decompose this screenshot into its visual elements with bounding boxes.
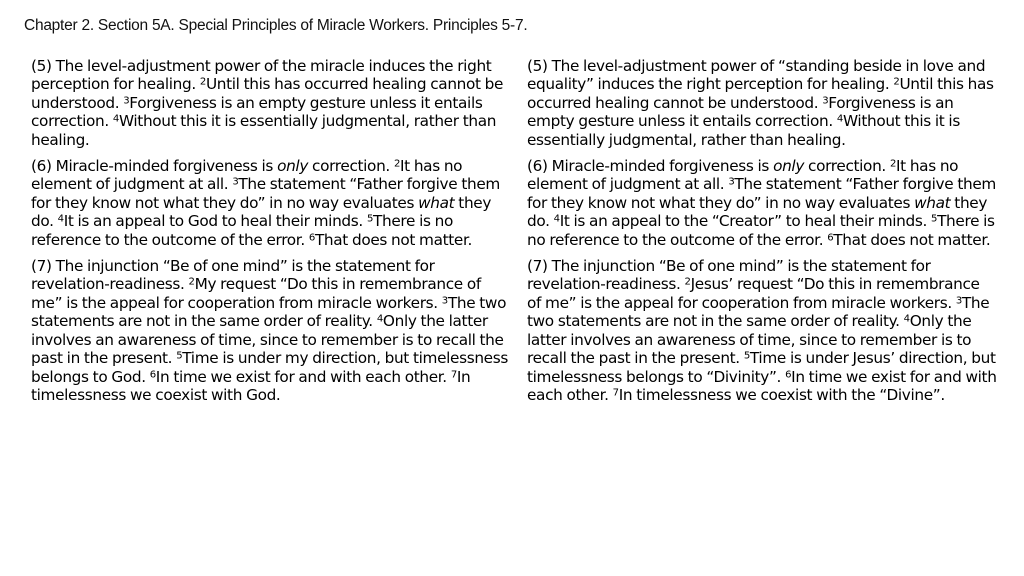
text-segment: The injunction “Be of one mind” is the statement for revelation-readiness. xyxy=(527,257,931,294)
text-segment: The statement “Father forgive them for they know not what they do” in no way evaluates xyxy=(31,175,500,212)
verse-number: 2 xyxy=(893,76,900,88)
verse-number: 4 xyxy=(112,113,119,125)
principle-number: (5) xyxy=(527,57,548,75)
emphasized-text: what xyxy=(418,193,455,212)
principle-paragraph xyxy=(31,257,509,404)
text-segment: There is no reference to the outcome of the error. xyxy=(527,212,995,249)
text-segment: In time we exist for and with each other. xyxy=(155,367,451,386)
principle-paragraph xyxy=(527,57,997,149)
verse-number: 5 xyxy=(176,350,183,362)
verse-number: 4 xyxy=(57,213,64,225)
verse-number: 3 xyxy=(441,295,448,307)
text-segment: Forgiveness is an empty gesture unless it entails correction. xyxy=(31,93,483,131)
column-original-text xyxy=(31,57,509,412)
text-segment: correction. xyxy=(308,157,394,176)
verse-number: 5 xyxy=(366,213,373,225)
text-segment: The statement “Father forgive them for they know not what they do” in no way evaluates xyxy=(527,175,996,212)
text-segment: That does not matter. xyxy=(314,230,473,249)
principle-number: (6) xyxy=(31,157,52,176)
text-segment: Time is under Jesus’ direction, but timelessness belongs to “Divinity”. xyxy=(527,349,996,386)
text-segment: Without this it is essentially judgmental, rather than healing. xyxy=(527,112,960,149)
emphasized-text: what xyxy=(914,193,951,212)
verse-number: 2 xyxy=(889,158,896,170)
text-segment: Only the latter involves an awareness of time, since to remember is to recall the past in the present. xyxy=(527,312,972,368)
principle-paragraph xyxy=(527,157,997,249)
text-segment: In timelessness we coexist with God. xyxy=(31,367,471,404)
text-segment: Time is under my direction, but timelessness belongs to God. xyxy=(31,349,508,386)
verse-number: 5 xyxy=(743,350,750,362)
principle-number: (7) xyxy=(527,257,548,276)
verse-number: 2 xyxy=(188,276,195,288)
verse-number: 3 xyxy=(232,176,239,188)
principle-paragraph xyxy=(527,257,997,404)
verse-number: 6 xyxy=(308,232,315,244)
text-segment: Forgiveness is an empty gesture unless it entails correction. xyxy=(527,93,954,131)
text-segment: The injunction “Be of one mind” is the statement for revelation-readiness. xyxy=(31,257,435,294)
verse-number: 3 xyxy=(728,176,735,188)
text-segment: The two statements are not in the same order of reality. xyxy=(31,293,507,331)
verse-number: 3 xyxy=(955,295,962,307)
text-segment: they do. xyxy=(527,193,988,231)
text-segment: My request “Do this in remembrance of me” is the appeal for cooperation from miracle workers. xyxy=(31,275,481,312)
text-segment: It has no element of judgment at all. xyxy=(31,157,463,194)
text-segment: Miracle-minded forgiveness is xyxy=(547,157,774,176)
text-segment: Miracle-minded forgiveness is xyxy=(51,157,278,176)
verse-number: 7 xyxy=(450,368,457,380)
verse-number: 7 xyxy=(612,387,619,399)
text-segment: Jesus’ request “Do this in remembrance of me” is the appeal for cooperation from miracle workers. xyxy=(527,275,980,312)
verse-number: 4 xyxy=(376,313,383,325)
text-segment: Until this has occurred healing cannot be understood. xyxy=(31,75,504,112)
principle-paragraph xyxy=(31,57,509,149)
verse-number: 2 xyxy=(393,158,400,170)
text-segment: Only the latter involves an awareness of time, since to remember is to recall the past in the present. xyxy=(31,312,504,368)
verse-number: 4 xyxy=(903,313,910,325)
text-segment: There is no reference to the outcome of the error. xyxy=(31,212,453,249)
principle-number: (5) xyxy=(31,57,52,75)
verse-number: 6 xyxy=(785,368,792,380)
principle-number: (6) xyxy=(527,157,548,176)
emphasized-text: only xyxy=(277,157,309,176)
text-segment: Without this it is essentially judgmental, rather than healing. xyxy=(31,112,497,149)
text-segment: In time we exist for and with each other. xyxy=(527,367,997,404)
principle-paragraph xyxy=(31,157,509,249)
text-segment: That does not matter. xyxy=(833,230,991,249)
verse-number: 5 xyxy=(931,213,938,225)
verse-number: 2 xyxy=(684,276,691,288)
emphasized-text: only xyxy=(773,157,805,176)
text-segment: they do. xyxy=(31,193,492,231)
verse-number: 3 xyxy=(123,95,130,107)
text-segment: In timelessness we coexist with the “Divine”. xyxy=(618,385,945,404)
verse-number: 4 xyxy=(836,113,843,125)
text-segment: The level-adjustment power of “standing beside in love and equality” induces the right perception for healing. xyxy=(527,57,986,94)
verse-number: 2 xyxy=(199,76,206,88)
text-segment: The two statements are not in the same order of reality. xyxy=(527,293,990,331)
principle-number: (7) xyxy=(31,257,52,276)
text-segment: correction. xyxy=(804,157,890,176)
column-revised-text xyxy=(527,57,997,412)
verse-number: 6 xyxy=(827,232,834,244)
verse-number: 6 xyxy=(149,368,156,380)
text-segment: It has no element of judgment at all. xyxy=(527,157,959,194)
verse-number: 4 xyxy=(553,213,560,225)
verse-number: 3 xyxy=(822,95,829,107)
slide-title: Chapter 2. Section 5A. Special Principles of Miracle Workers. Principles 5-7. xyxy=(24,17,528,34)
text-segment: Until this has occurred healing cannot be understood. xyxy=(527,75,994,112)
text-segment: It is an appeal to God to heal their minds. xyxy=(63,212,367,231)
text-segment: The level-adjustment power of the miracle induces the right perception for healing. xyxy=(31,57,492,94)
text-segment: It is an appeal to the “Creator” to heal their minds. xyxy=(559,212,931,231)
